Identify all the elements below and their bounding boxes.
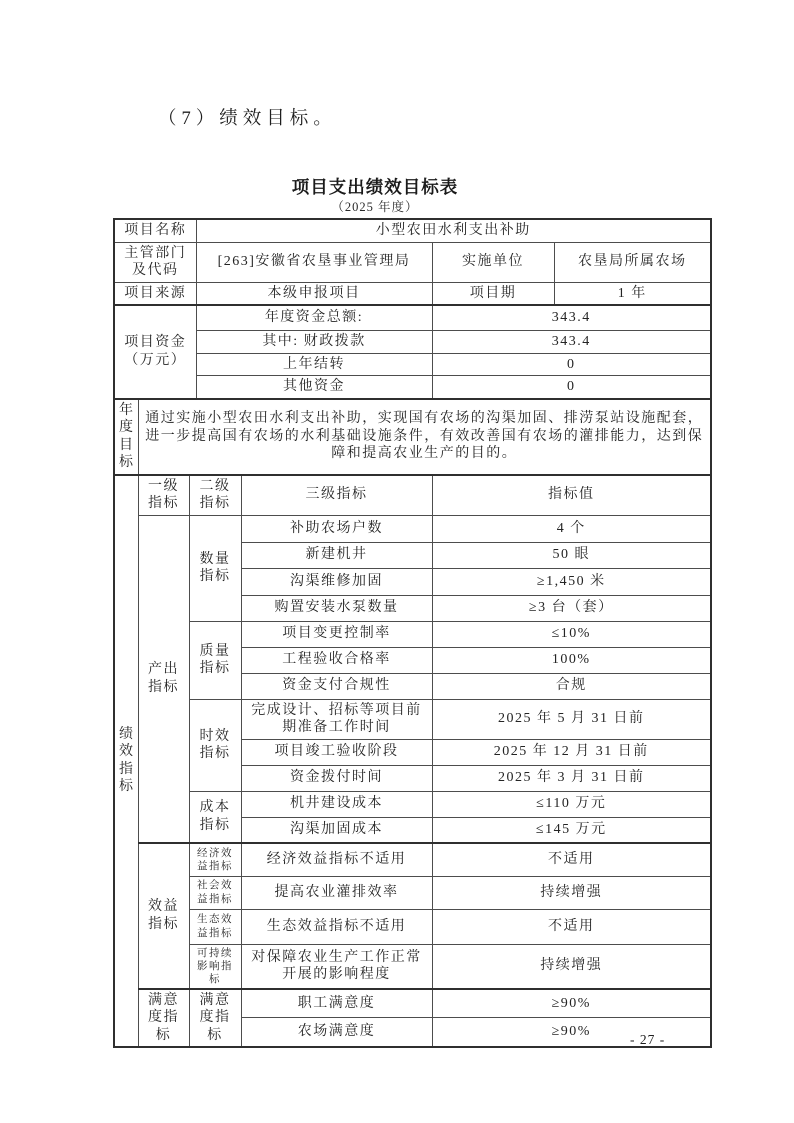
table-row bbox=[114, 376, 711, 399]
fund-row-value: 0 bbox=[432, 353, 711, 376]
indicator-name: 新建机井 bbox=[241, 542, 432, 568]
annual-goal-text: 通过实施小型农田水利支出补助，实现国有农场的沟渠加固、排涝泵站设施配套，进一步提高国有农场的水利基础设施条件，有效改善国有农场的灌排能力，达到保障和提高农业生产的目的。 bbox=[138, 399, 711, 475]
source-label: 项目来源 bbox=[114, 282, 196, 305]
indicator-value: 2025 年 12 月 31 日前 bbox=[432, 739, 711, 765]
page-number: - 27 - bbox=[630, 1032, 666, 1047]
indicator-value: 不适用 bbox=[432, 909, 711, 944]
period-value: 1 年 bbox=[554, 282, 711, 305]
table-row bbox=[114, 282, 711, 305]
table-row bbox=[114, 791, 711, 817]
table-row bbox=[114, 944, 711, 989]
fund-row-name: 其中: 财政拨款 bbox=[196, 330, 432, 353]
indicator-value: 合规 bbox=[432, 673, 711, 699]
header-value: 指标值 bbox=[432, 475, 711, 516]
indicator-value: ≥3 台（套） bbox=[432, 595, 711, 621]
table-row bbox=[114, 242, 711, 282]
table-row bbox=[114, 399, 711, 475]
fund-row-name: 上年结转 bbox=[196, 353, 432, 376]
table-row bbox=[114, 989, 711, 1018]
table-row bbox=[114, 843, 711, 876]
level2-ecological: 生态效益指标 bbox=[189, 909, 241, 944]
indicator-value: ≥90% bbox=[432, 1018, 711, 1048]
level2-time: 时效指标 bbox=[189, 699, 241, 791]
annual-goal-label: 年度目标 bbox=[114, 399, 138, 475]
indicator-value: 2025 年 3 月 31 日前 bbox=[432, 765, 711, 791]
table-row bbox=[114, 219, 711, 242]
indicator-name: 生态效益指标不适用 bbox=[241, 909, 432, 944]
table-row bbox=[114, 909, 711, 944]
indicator-value: ≤110 万元 bbox=[432, 791, 711, 817]
indicators-side-label: 绩效指标 bbox=[114, 475, 138, 1048]
indicator-name: 项目变更控制率 bbox=[241, 621, 432, 647]
level2-economic: 经济效益指标 bbox=[189, 843, 241, 876]
level1-output: 产出指标 bbox=[138, 515, 189, 843]
table-row bbox=[114, 876, 711, 909]
indicator-value: 2025 年 5 月 31 日前 bbox=[432, 699, 711, 739]
indicator-name: 工程验收合格率 bbox=[241, 647, 432, 673]
header-level3: 三级指标 bbox=[241, 475, 432, 516]
table-row bbox=[114, 305, 711, 330]
project-name-label: 项目名称 bbox=[114, 219, 196, 242]
level1-benefit: 效益指标 bbox=[138, 843, 189, 989]
indicator-value: 不适用 bbox=[432, 843, 711, 876]
funds-label: 项目资金（万元） bbox=[114, 305, 196, 399]
indicator-name: 农场满意度 bbox=[241, 1018, 432, 1048]
level1-satisfaction: 满意度指标 bbox=[138, 989, 189, 1048]
dept-label: 主管部门及代码 bbox=[114, 242, 196, 282]
level2-quality: 质量指标 bbox=[189, 621, 241, 699]
impl-unit-label: 实施单位 bbox=[432, 242, 554, 282]
indicator-value: ≤145 万元 bbox=[432, 817, 711, 843]
performance-target-table bbox=[113, 218, 712, 1048]
table-row bbox=[114, 353, 711, 376]
level2-quantity: 数量指标 bbox=[189, 515, 241, 621]
period-label: 项目期 bbox=[432, 282, 554, 305]
source-value: 本级申报项目 bbox=[196, 282, 432, 305]
table-row bbox=[114, 515, 711, 542]
indicator-name: 沟渠加固成本 bbox=[241, 817, 432, 843]
level2-sustainable: 可持续影响指标 bbox=[189, 944, 241, 989]
project-name-value: 小型农田水利支出补助 bbox=[196, 219, 711, 242]
level2-social: 社会效益指标 bbox=[189, 876, 241, 909]
indicator-name: 沟渠维修加固 bbox=[241, 568, 432, 595]
dept-value: [263]安徽省农垦事业管理局 bbox=[196, 242, 432, 282]
indicator-name: 对保障农业生产工作正常开展的影响程度 bbox=[241, 944, 432, 989]
indicator-name: 补助农场户数 bbox=[241, 515, 432, 542]
indicator-name: 资金拨付时间 bbox=[241, 765, 432, 791]
level2-cost: 成本指标 bbox=[189, 791, 241, 843]
indicator-value: 持续增强 bbox=[432, 944, 711, 989]
indicator-value: 4 个 bbox=[432, 515, 711, 542]
indicator-name: 项目竣工验收阶段 bbox=[241, 739, 432, 765]
table-row bbox=[114, 699, 711, 739]
indicator-name: 资金支付合规性 bbox=[241, 673, 432, 699]
fund-row-value: 0 bbox=[432, 376, 711, 399]
level2-satisfaction: 满意度指标 bbox=[189, 989, 241, 1048]
indicator-name: 完成设计、招标等项目前期准备工作时间 bbox=[241, 699, 432, 739]
indicator-value: 100% bbox=[432, 647, 711, 673]
indicator-name: 机井建设成本 bbox=[241, 791, 432, 817]
header-level2: 二级指标 bbox=[189, 475, 241, 516]
indicator-name: 提高农业灌排效率 bbox=[241, 876, 432, 909]
table-title: 项目支出绩效目标表 bbox=[291, 177, 459, 197]
indicator-name: 职工满意度 bbox=[241, 989, 432, 1018]
table-row bbox=[114, 330, 711, 353]
indicator-value: ≥1,450 米 bbox=[432, 568, 711, 595]
indicator-value: 50 眼 bbox=[432, 542, 711, 568]
header-level1: 一级指标 bbox=[138, 475, 189, 516]
fund-row-name: 其他资金 bbox=[196, 376, 432, 399]
indicator-value: 持续增强 bbox=[432, 876, 711, 909]
indicator-name: 经济效益指标不适用 bbox=[241, 843, 432, 876]
table-row bbox=[114, 621, 711, 647]
fund-row-value: 343.4 bbox=[432, 305, 711, 330]
indicator-value: ≤10% bbox=[432, 621, 711, 647]
fund-row-name: 年度资金总额: bbox=[196, 305, 432, 330]
table-subtitle: （2025 年度） bbox=[331, 200, 419, 214]
indicator-value: ≥90% bbox=[432, 989, 711, 1018]
impl-unit-value: 农垦局所属农场 bbox=[554, 242, 711, 282]
indicator-name: 购置安装水泵数量 bbox=[241, 595, 432, 621]
table-row bbox=[114, 475, 711, 516]
fund-row-value: 343.4 bbox=[432, 330, 711, 353]
section-heading: （7）绩效目标。 bbox=[158, 109, 337, 129]
